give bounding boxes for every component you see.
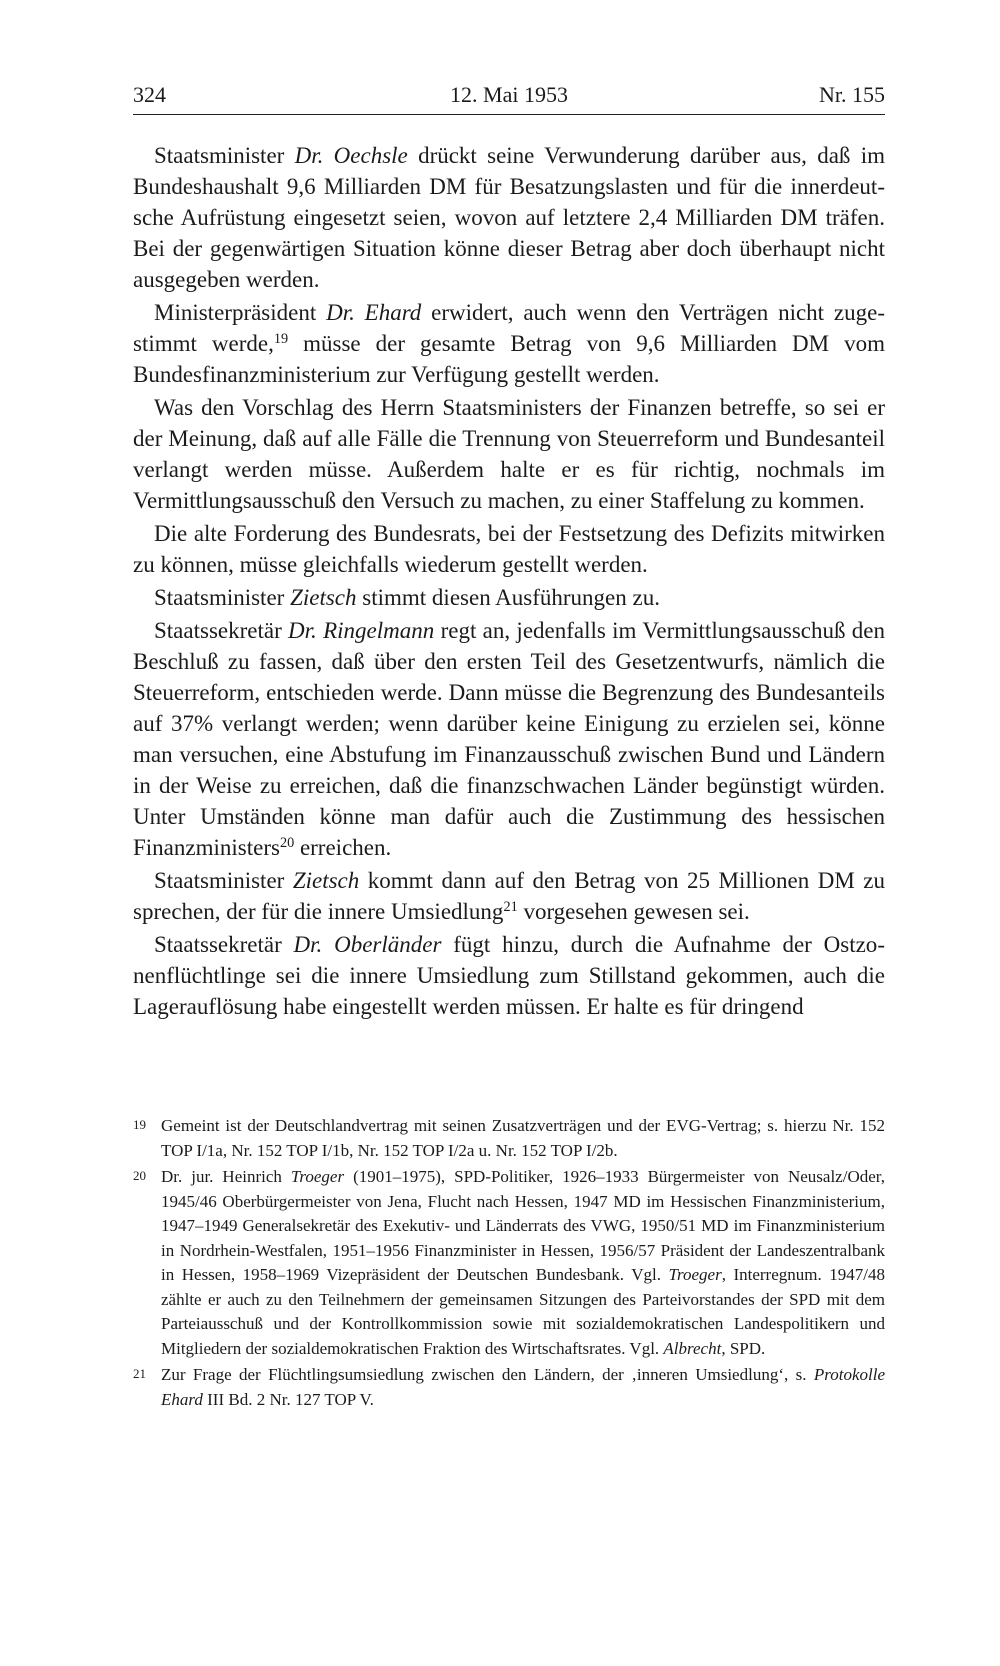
paragraph: Die alte Forderung des Bundesrats, bei der Festsetzung des Defizits mitwirken zu können, müsse gleichfalls wiederum gestellt werden.	[133, 521, 885, 577]
paragraph: Staatsminister Zietsch stimmt diesen Ausführungen zu.	[154, 585, 660, 610]
footnote-number: 20	[133, 1168, 146, 1183]
footnote-reference: 19	[273, 331, 289, 348]
speaker-name: Dr. Ehard	[326, 300, 422, 325]
speaker-name: Dr. Ringelmann	[288, 618, 435, 643]
footnote-number: 19	[133, 1117, 146, 1132]
footnotes	[133, 1114, 885, 1414]
document-number: Nr. 155	[819, 82, 885, 107]
speaker-name: Dr. Oberländer	[293, 932, 442, 957]
footnote-reference: 21	[503, 899, 518, 916]
running-header	[133, 78, 885, 115]
footnote-number: 21	[133, 1366, 146, 1381]
speaker-name: Zietsch	[290, 585, 357, 610]
speaker-name: Zietsch	[292, 868, 360, 893]
footnote-reference: 20	[279, 835, 295, 852]
paragraph: Staatssekretär Dr. Oberländer fügt hinzu, durch die Aufnahme der Ostzonenflüchtlinge sei die innere Umsiedlung zum Stillstand gekommen, auch die Lagerauflösung habe eingestellt werden müssen. Er halte es für dringend	[133, 932, 885, 1019]
footnote: 21 Zur Frage der Flüchtlingsumsiedlung zwischen den Ländern, der ‚inneren Umsiedlung‘, s. Protokolle Ehard III Bd. 2 Nr. 127 TOP V.	[133, 1363, 885, 1412]
body-text	[133, 140, 885, 1024]
paragraph: Ministerpräsident Dr. Ehard erwidert, auch wenn den Verträgen nicht zugestimmt werde,$^{19}$ müsse der gesamte Betrag von 9,6 Milliarden DM vom Bundesfinanzministerium zur Verfügung gestellt werden.	[133, 300, 885, 387]
footnote: 20 Dr. jur. Heinrich Troeger (1901–1975), SPD-Politiker, 1926–1933 Bürgermeister von Neusalz/Oder, 1945/46 Oberbürgermeister von Jena, Flucht nach Hessen, 1947 MD im Hessischen Finanzministerium, 1947–1949 Generalsekretär des Exekutiv- und Länderrats des VWG, 1950/51 MD im Finanzministerium in Nordrhein-Westfalen, 1951–1956 Finanzminister in Hessen, 1956/57 Präsident der Landeszentralbank in Hessen, 1958–1969 Vizepräsident der Deutschen Bundesbank. Vgl. Troeger, Interregnum. 1947/48 zählte er auch zu den Teilnehmern der gemeinsamen Sitzungen des Parteivorstandes der SPD mit dem Parteiausschuß und der Kontrollkommission sowie mit sozialdemokratischen Landespolitikern und Mitgliedern der sozialdemokratischen Fraktion des Wirtschaftsrates. Vgl. Albrecht, SPD.	[133, 1165, 885, 1361]
header-date: 12. Mai 1953	[450, 82, 568, 107]
paragraph: Was den Vorschlag des Herrn Staatsministers der Finanzen betreffe, so sei er der Meinung, daß auf alle Fälle die Trennung von Steuerreform und Bundesanteil verlangt werden müsse. Außerdem halte er es für richtig, nochmals im Vermittlungsausschuß den Versuch zu machen, zu einer Staffelung zu kommen.	[133, 395, 885, 513]
speaker-name: Dr. Oechsle	[294, 143, 408, 168]
paragraph: Staatsminister Zietsch kommt dann auf den Betrag von 25 Millionen DM zu sprechen, der für die innere Umsiedlung$^{21}$ vorgesehen gewesen sei.	[133, 868, 885, 924]
paragraph: Staatsminister Dr. Oechsle drückt seine Verwunderung darüber aus, daß im Bundeshaushalt 9,6 Milliarden DM für Besatzungslasten und für die innerdeutsche Aufrüstung eingesetzt seien, wovon auf letztere 2,4 Milliarden DM träfen. Bei der gegenwärtigen Situation könne dieser Betrag aber doch überhaupt nicht ausgegeben werden.	[133, 143, 885, 292]
page-number: 324	[133, 82, 166, 107]
paragraph: Staatssekretär Dr. Ringelmann regt an, jedenfalls im Vermittlungsausschuß den Beschluß zu fassen, daß über den ersten Teil des Gesetzentwurfs, nämlich die Steuerreform, entschieden werde. Dann müsse die Begrenzung des Bundesanteils auf 37% verlangt werden; wenn darüber keine Einigung zu erzielen sei, könne man versuchen, eine Abstufung im Finanzausschuß zwischen Bund und Ländern in der Weise zu erreichen, daß die finanzschwachen Länder begünstigt würden. Unter Umständen könne man dafür auch die Zustimmung des hessischen Finanzministers$^{20}$ erreichen.	[133, 618, 885, 860]
footnote: 19 Gemeint ist der Deutschlandvertrag mit seinen Zusatzverträgen und der EVG-Vertrag; s. hierzu Nr. 152 TOP I/1a, Nr. 152 TOP I/1b, Nr. 152 TOP I/2a u. Nr. 152 TOP I/2b.	[133, 1114, 885, 1163]
